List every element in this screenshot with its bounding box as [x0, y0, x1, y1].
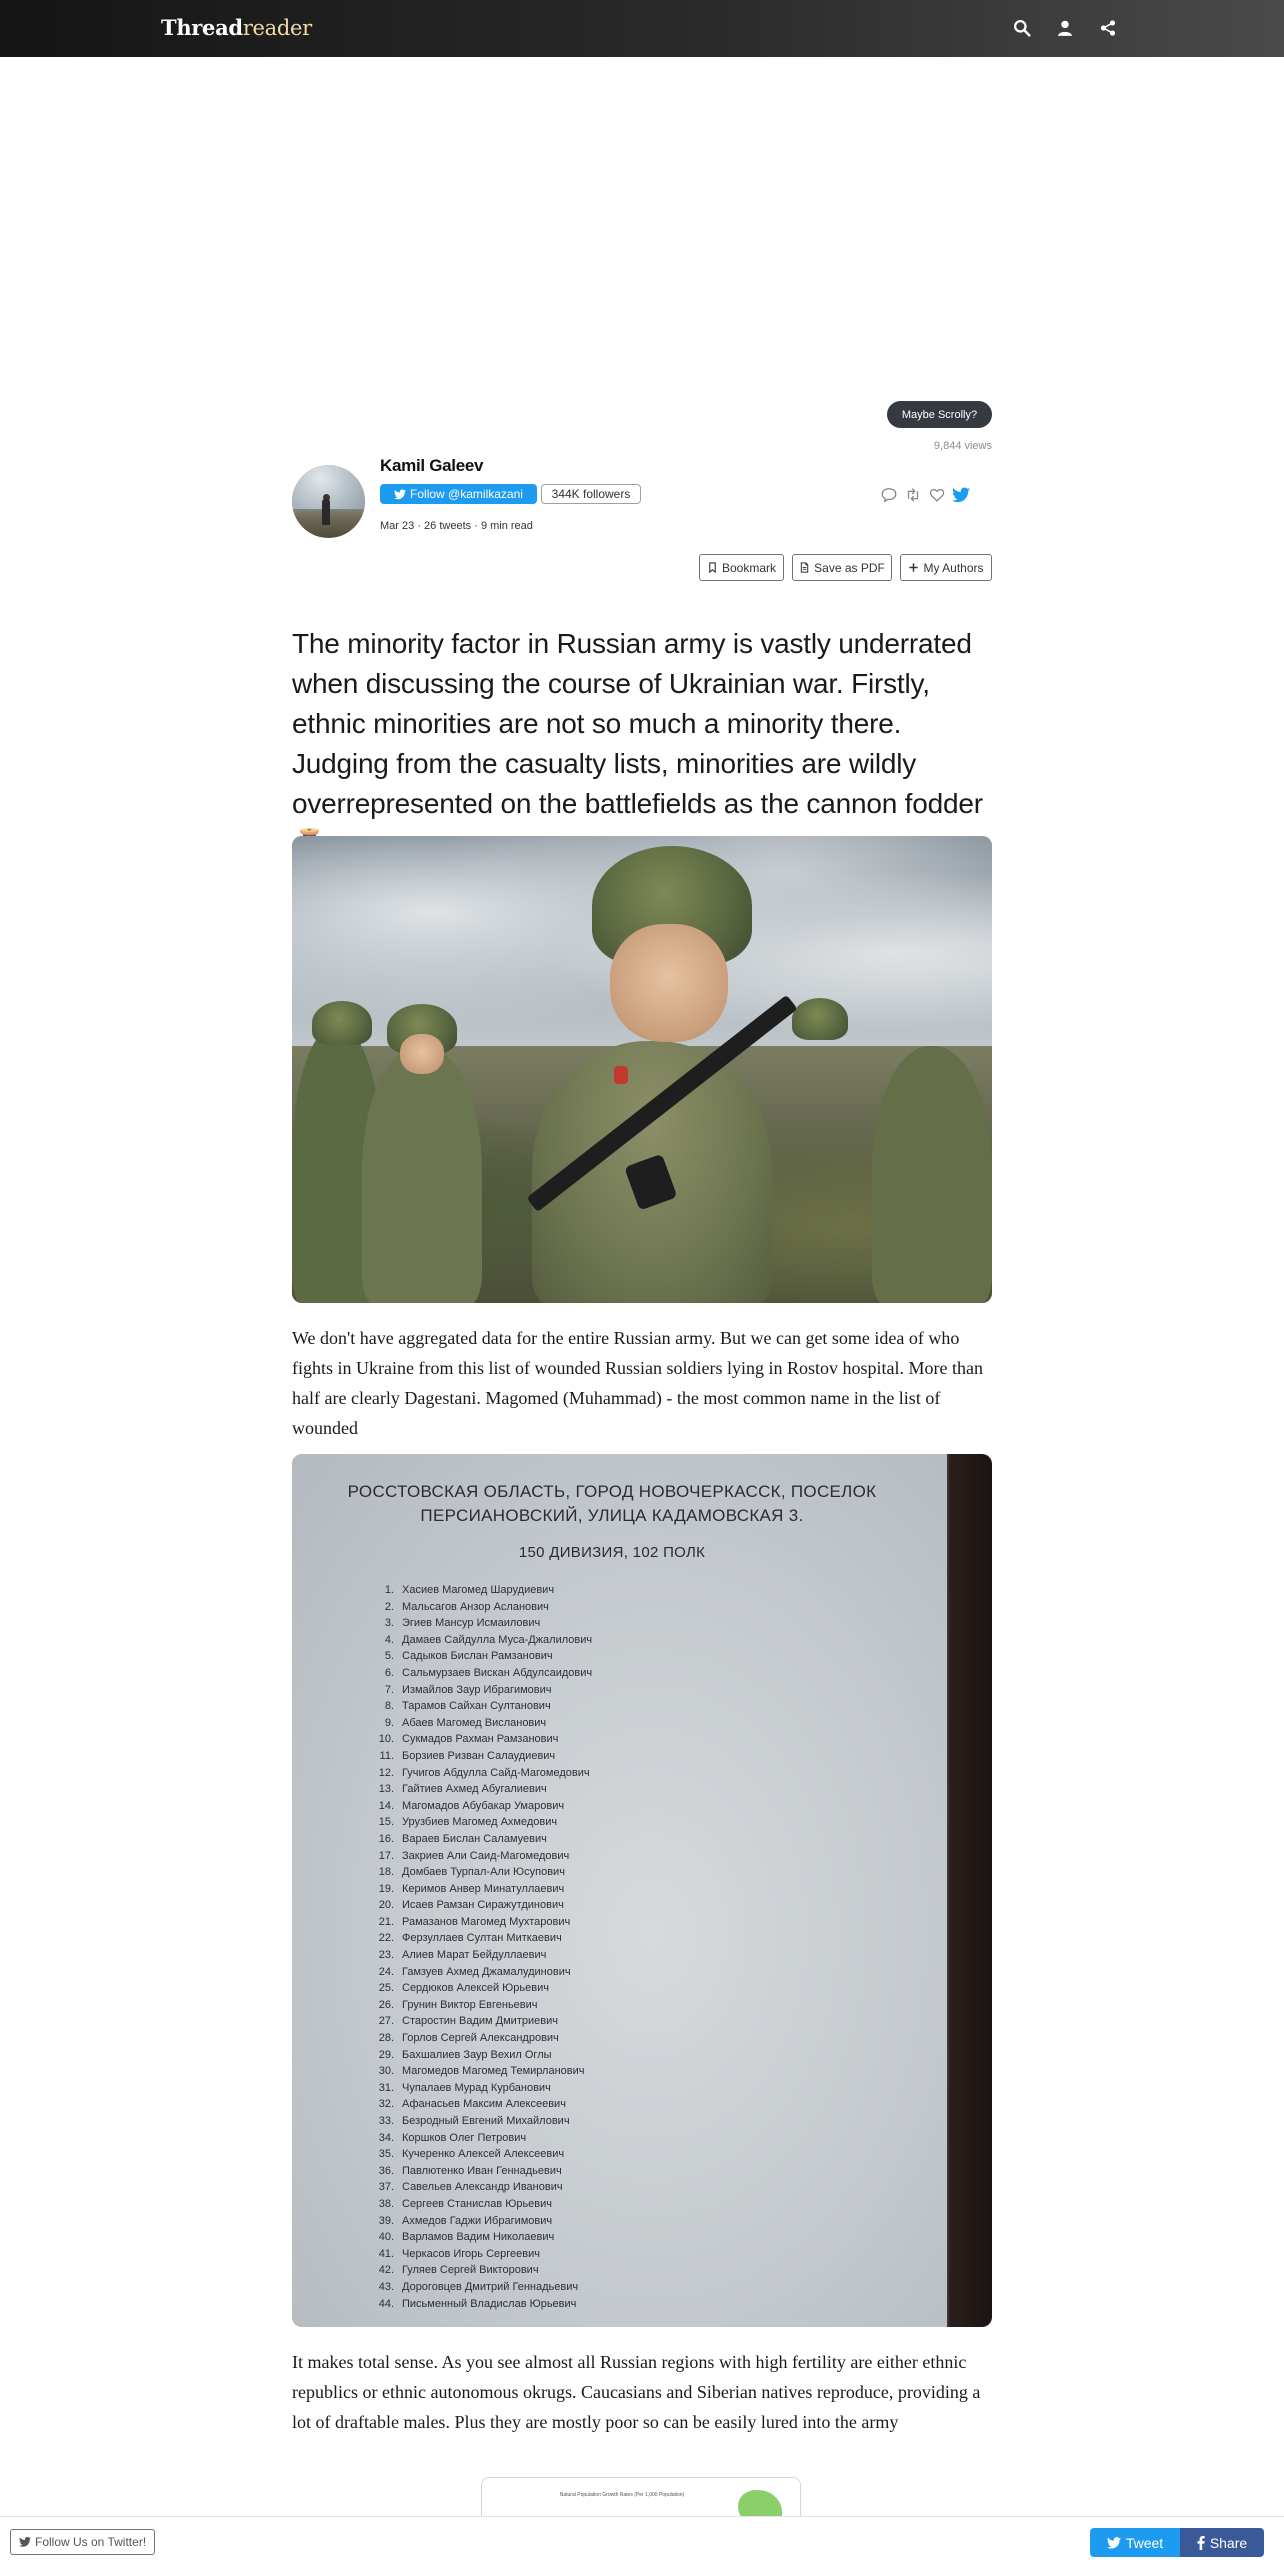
- bookmark-label: Bookmark: [721, 560, 777, 575]
- list-entry-number: 7.: [384, 1683, 394, 1696]
- list-entry-number: 26.: [378, 1998, 394, 2011]
- list-entry-number: 29.: [378, 2048, 394, 2061]
- follow-us-label: Follow Us on Twitter!: [35, 2535, 147, 2549]
- list-entry: [372, 1750, 792, 1767]
- list-entry: [372, 1650, 792, 1667]
- list-entry-number: 39.: [378, 2214, 394, 2227]
- list-entry: [372, 1584, 792, 1601]
- list-entry: [372, 1634, 792, 1651]
- list-entry: [372, 2198, 792, 2215]
- list-entry: [372, 2264, 792, 2281]
- list-entry-name: Коршков Олег Петрович: [402, 2131, 527, 2144]
- list-title-line2: ПЕРСИАНОВСКИЙ, УЛИЦА КАДАМОВСКАЯ 3.: [420, 1506, 804, 1525]
- list-entry-number: 32.: [378, 2098, 394, 2111]
- view-count: 9,844 views: [933, 440, 992, 452]
- list-entry-number: 37.: [378, 2181, 394, 2194]
- list-entry: [372, 1999, 792, 2016]
- share-icon[interactable]: [1099, 19, 1117, 37]
- list-entry-name: Кучеренко Алексей Алексеевич: [402, 2148, 565, 2161]
- list-entry-name: Дороговцев Дмитрий Геннадьевич: [402, 2280, 579, 2293]
- list-entry-number: 6.: [384, 1666, 394, 1679]
- list-entry: [372, 2132, 792, 2149]
- follow-label: Follow @kamilkazani: [410, 487, 523, 501]
- my-authors-button[interactable]: [900, 554, 992, 581]
- list-entry: [372, 2115, 792, 2132]
- follow-author-button[interactable]: [380, 484, 537, 504]
- background-helmet: [792, 998, 848, 1040]
- list-entry-name: Афанасьев Максим Алексеевич: [402, 2098, 566, 2111]
- save-pdf-label: Save as PDF: [814, 560, 885, 575]
- share-buttons: [1090, 2528, 1264, 2557]
- list-entry-name: Павлютенко Иван Геннадьевич: [402, 2164, 562, 2177]
- list-entry-name: Закриев Али Саид-Магомедович: [402, 1849, 570, 1862]
- background-face: [400, 1034, 444, 1074]
- list-entry: [372, 1966, 792, 1983]
- list-entry-number: 14.: [378, 1799, 394, 1812]
- list-title-line1: РОССТОВСКАЯ ОБЛАСТЬ, ГОРОД НОВОЧЕРКАССК, ПОСЕЛОК: [347, 1482, 877, 1501]
- list-entry-number: 30.: [378, 2065, 394, 2078]
- list-entry: [372, 2165, 792, 2182]
- list-entry-name: Гамзуев Ахмед Джамалудинович: [402, 1965, 571, 1978]
- retweet-icon[interactable]: [904, 486, 922, 504]
- list-entry: [372, 1733, 792, 1750]
- list-entry: [372, 1717, 792, 1734]
- list-entry-name: Горлов Сергей Александрович: [402, 2032, 559, 2045]
- list-entry-number: 27.: [378, 2015, 394, 2028]
- my-authors-label: My Authors: [923, 560, 984, 575]
- list-entry: [372, 1601, 792, 1618]
- map-caption: Natural Population Growth Rates (Per 1,000 Population): [559, 2492, 685, 2498]
- reply-icon[interactable]: [880, 486, 898, 504]
- list-entry: [372, 2065, 792, 2082]
- list-entry-name: Савельев Александр Иванович: [402, 2181, 563, 2194]
- list-entry-number: 38.: [378, 2197, 394, 2210]
- soldier-photo[interactable]: [292, 836, 992, 1303]
- list-entry-number: 21.: [378, 1915, 394, 1928]
- list-entry-number: 34.: [378, 2131, 394, 2144]
- list-entry-number: 40.: [378, 2231, 394, 2244]
- list-entry: [372, 2298, 792, 2315]
- list-entry-number: 18.: [378, 1866, 394, 1879]
- list-entry: [372, 1982, 792, 1999]
- list-entry-number: 24.: [378, 1965, 394, 1978]
- names-list: [372, 1584, 792, 2314]
- list-entry-number: 44.: [378, 2297, 394, 2310]
- bookmark-button[interactable]: [699, 554, 784, 581]
- list-entry-name: Грунин Виктор Евгеньевич: [402, 1998, 538, 2011]
- list-entry-number: 2.: [384, 1600, 394, 1613]
- patch-icon: [614, 1066, 628, 1084]
- followers-badge: 344K followers: [541, 484, 641, 504]
- list-entry-number: 20.: [378, 1899, 394, 1912]
- share-label: Share: [1209, 2534, 1248, 2551]
- list-entry-number: 17.: [378, 1849, 394, 1862]
- list-entry-number: 25.: [378, 1982, 394, 1995]
- avatar-figure: [322, 499, 330, 525]
- list-entry-number: 22.: [378, 1932, 394, 1945]
- list-entry-name: Хасиев Магомед Шарудиевич: [402, 1584, 555, 1596]
- list-entry-number: 35.: [378, 2148, 394, 2161]
- list-entry-number: 36.: [378, 2164, 394, 2177]
- tweet-text-2: We don't have aggregated data for the entire Russian army. But we can get some idea of who fights in Ukraine from this list of wounded Russian soldiers lying in Rostov hospital. More than half are clearly Dagestani. Magomed (Muhammad) - the most common name in the list of wounded: [292, 1328, 983, 1438]
- list-entry-name: Алиев Марат Бейдуллаевич: [402, 1949, 547, 1962]
- list-entry: [372, 2049, 792, 2066]
- list-entry-name: Гучигов Абдулла Сайд-Магомедович: [402, 1766, 590, 1779]
- list-entry: [372, 1800, 792, 1817]
- file-pdf-icon: [799, 562, 810, 573]
- list-subtitle: 150 ДИВИЗИЯ, 102 ПОЛК: [518, 1544, 706, 1561]
- list-entry-name: Чупалаев Мурад Курбанович: [402, 2081, 551, 2094]
- brand-sub: reader: [242, 16, 312, 40]
- list-entry-name: Сальмурзаев Вискан Абдулсаидович: [402, 1666, 593, 1679]
- list-title: [332, 1480, 892, 1528]
- casualty-list-photo[interactable]: [292, 1454, 992, 2327]
- list-entry-name: Эгиев Мансур Исмаилович: [402, 1617, 541, 1630]
- list-entry-number: 9.: [384, 1716, 394, 1729]
- list-entry-number: 15.: [378, 1816, 394, 1829]
- list-entry: [372, 1667, 792, 1684]
- twitter-bird-icon: [19, 2537, 31, 2547]
- list-entry: [372, 1833, 792, 1850]
- bookmark-icon: [707, 562, 718, 573]
- list-entry-name: Садыков Бислан Рамзанович: [402, 1650, 553, 1663]
- list-entry-name: Измайлов Заур Ибрагимович: [402, 1683, 552, 1696]
- list-entry-name: Керимов Анвер Минатуллаевич: [402, 1882, 565, 1895]
- list-entry-name: Мальсагов Анзор Асланович: [402, 1600, 549, 1613]
- twitter-link-icon[interactable]: [952, 486, 970, 504]
- read-time: 9 min read: [480, 520, 533, 532]
- list-entry: [372, 2098, 792, 2115]
- list-entry-name: Гайтиев Ахмед Абугалиевич: [402, 1783, 547, 1796]
- list-entry-name: Сукмадов Рахман Рамзанович: [402, 1733, 559, 1746]
- list-entry-number: 4.: [384, 1633, 394, 1646]
- follow-us-button[interactable]: [10, 2529, 155, 2555]
- list-entry-name: Ахмедов Гаджи Ибрагимович: [402, 2214, 553, 2227]
- list-entry-name: Гуляев Сергей Викторович: [402, 2264, 539, 2277]
- list-entry-name: Абаев Магомед Висланович: [402, 1716, 547, 1729]
- list-entry-number: 1.: [384, 1584, 394, 1596]
- list-entry: [372, 1816, 792, 1833]
- list-entry-name: Борзиев Ризван Салаудиевич: [402, 1749, 556, 1762]
- brand-logo[interactable]: [161, 15, 312, 40]
- tweet-actions: [880, 485, 970, 505]
- list-entry: [372, 1866, 792, 1883]
- tweet-text-1: The minority factor in Russian army is vastly underrated when discussing the course of Ukrainian war. Firstly, ethnic minorities are not so much a minority there. Judging from the casualty lists, minorities are wildly overrepresented on the battlefields as the cannon fodder: [292, 628, 983, 819]
- list-entry: [372, 2148, 792, 2165]
- list-entry: [372, 2082, 792, 2099]
- list-entry: [372, 2248, 792, 2265]
- list-entry: [372, 2281, 792, 2298]
- list-entry: [372, 1617, 792, 1634]
- list-entry: [372, 2181, 792, 2198]
- tweet-button[interactable]: [1090, 2528, 1180, 2557]
- list-entry-name: Сердюков Алексей Юрьевич: [402, 1982, 549, 1995]
- plus-icon: [908, 562, 919, 573]
- list-entry-number: 28.: [378, 2032, 394, 2045]
- list-entry: [372, 2032, 792, 2049]
- list-entry-number: 23.: [378, 1949, 394, 1962]
- list-entry-name: Магомадов Абубакар Умарович: [402, 1799, 565, 1812]
- tweet-text-3: It makes total sense. As you see almost all Russian regions with high fertility are either ethnic republics or ethnic autonomous okrugs. Caucasians and Siberian natives reproduce, providing a lot of draftable males. Plus they are mostly poor so can be easily lured into the army: [292, 2352, 981, 2432]
- facebook-share-button[interactable]: [1180, 2528, 1264, 2557]
- list-entry: [372, 1949, 792, 1966]
- thread-meta: [380, 520, 533, 532]
- list-entry-number: 3.: [384, 1617, 394, 1630]
- list-entry: [372, 1767, 792, 1784]
- list-entry-name: Рамазанов Магомед Мухтарович: [402, 1915, 571, 1928]
- list-entry: [372, 1684, 792, 1701]
- tweet-label: Tweet: [1125, 2534, 1164, 2551]
- twitter-bird-icon: [1107, 2537, 1121, 2549]
- meta-sep: ·: [474, 520, 481, 532]
- list-entry: [372, 1783, 792, 1800]
- list-entry: [372, 1899, 792, 1916]
- tweet-count: 26 tweets: [424, 520, 472, 532]
- main-soldier-face: [610, 924, 728, 1042]
- list-entry-name: Старостин Вадим Дмитриевич: [402, 2015, 558, 2028]
- list-entry-name: Магомедов Магомед Темирланович: [402, 2065, 585, 2078]
- list-entry: [372, 1850, 792, 1867]
- list-entry-name: Варламов Вадим Николаевич: [402, 2231, 555, 2244]
- list-entry-number: 12.: [378, 1766, 394, 1779]
- list-entry-name: Письменный Владислав Юрьевич: [402, 2297, 577, 2310]
- list-entry-name: Вараев Бислан Саламуевич: [402, 1832, 547, 1845]
- facebook-icon: [1197, 2536, 1205, 2550]
- list-entry: [372, 1916, 792, 1933]
- list-entry-name: Безродный Евгений Михайлович: [402, 2115, 570, 2127]
- list-entry-number: 8.: [384, 1700, 394, 1713]
- list-entry: [372, 2231, 792, 2248]
- list-entry-name: Сергеев Станислав Юрьевич: [402, 2197, 553, 2210]
- list-entry-name: Исаев Рамзан Сиражутдинович: [402, 1899, 564, 1912]
- top-navbar: [0, 0, 1284, 57]
- list-entry: [372, 2015, 792, 2032]
- list-entry-number: 41.: [378, 2247, 394, 2260]
- list-entry-number: 11.: [379, 1749, 394, 1762]
- like-icon[interactable]: [928, 486, 946, 504]
- list-entry-name: Тарамов Сайхан Султанович: [402, 1700, 551, 1713]
- background-helmet: [312, 1001, 372, 1045]
- list-entry-number: 31.: [378, 2081, 394, 2094]
- list-entry: [372, 1883, 792, 1900]
- maybe-scrolly-button[interactable]: Maybe Scrolly?: [887, 401, 992, 428]
- user-icon[interactable]: [1056, 19, 1074, 37]
- list-entry: [372, 1932, 792, 1949]
- list-entry: [372, 2215, 792, 2232]
- list-entry-name: Урузбиев Магомед Ахмедович: [402, 1816, 558, 1829]
- list-entry-name: Ферзуллаев Султан Миткаевич: [402, 1932, 562, 1945]
- thread-date: Mar 23: [380, 520, 415, 532]
- list-entry-number: 10.: [378, 1733, 394, 1746]
- background-soldier: [872, 1046, 992, 1303]
- meta-sep: ·: [417, 520, 425, 532]
- avatar[interactable]: [292, 465, 365, 538]
- list-entry-number: 33.: [378, 2115, 394, 2127]
- list-entry: [372, 1700, 792, 1717]
- list-entry-number: 13.: [378, 1783, 394, 1796]
- list-entry-name: Дамаев Сайдулла Муса-Джалилович: [402, 1633, 593, 1646]
- search-icon[interactable]: [1013, 19, 1031, 37]
- twitter-bird-icon: [394, 489, 406, 500]
- list-entry-name: Бахшалиев Заур Вехил Оглы: [402, 2048, 552, 2061]
- brand-main: Thread: [161, 15, 243, 40]
- list-entry-number: 42.: [378, 2264, 394, 2277]
- bottom-share-bar: [0, 2516, 1284, 2568]
- background-soldier: [362, 1046, 482, 1303]
- list-entry-number: 43.: [378, 2280, 394, 2293]
- list-entry-name: Черкасов Игорь Сергеевич: [402, 2247, 540, 2260]
- author-name[interactable]: Kamil Galeev: [380, 456, 484, 475]
- list-entry-number: 19.: [378, 1882, 394, 1895]
- list-entry-number: 5.: [384, 1650, 394, 1663]
- list-entry-name: Домбаев Турпал-Али Юсупович: [402, 1866, 565, 1879]
- save-pdf-button[interactable]: [792, 554, 892, 581]
- list-entry-number: 16.: [378, 1832, 394, 1845]
